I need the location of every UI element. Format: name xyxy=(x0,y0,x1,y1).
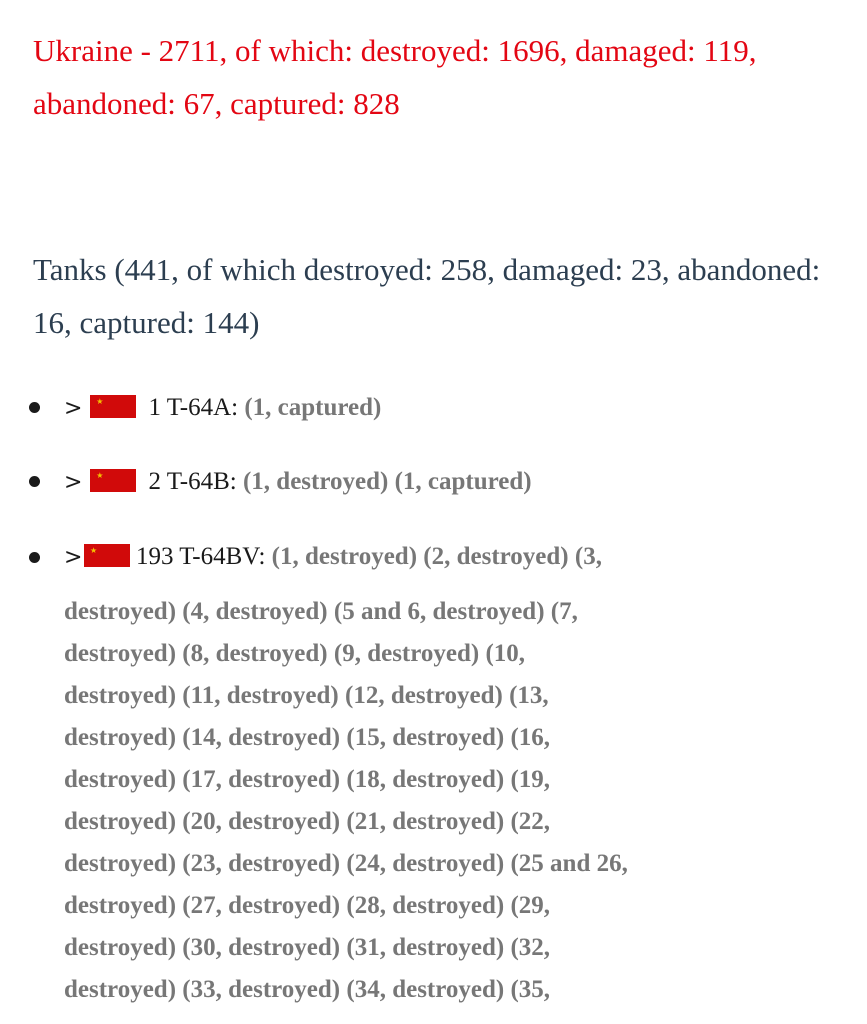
item-detail-link[interactable]: (1, destroyed) (2, destroyed) (3, xyxy=(271,543,602,570)
bullet-icon xyxy=(29,402,40,413)
item-detail-link[interactable]: (1, destroyed) (1, captured) xyxy=(242,468,532,495)
chevron-right-icon[interactable]: > xyxy=(64,545,83,570)
item-detail-line[interactable]: destroyed) (8, destroyed) (9, destroyed) (10, xyxy=(64,640,526,667)
item-detail-line[interactable]: destroyed) (14, destroyed) (15, destroyed) (16, xyxy=(64,724,551,751)
soviet-flag-icon: ★ xyxy=(90,469,136,492)
soviet-flag-icon: ★ xyxy=(84,544,130,567)
soviet-flag-icon: ★ xyxy=(90,395,136,418)
bullet-icon xyxy=(29,476,40,487)
item-detail-line[interactable]: destroyed) (17, destroyed) (18, destroyed) (19, xyxy=(64,766,551,793)
item-name: 2 T-64B: xyxy=(148,468,237,495)
item-detail-line[interactable]: destroyed) (33, destroyed) (34, destroyed) (35, xyxy=(64,976,551,1003)
tanks-section-title: Tanks (441, of which destroyed: 258, damaged: 23, abandoned: 16, captured: 144) xyxy=(33,252,821,340)
item-detail-line[interactable]: destroyed) (20, destroyed) (21, destroyed) (22, xyxy=(64,808,551,835)
item-detail-link[interactable]: (1, captured) xyxy=(244,394,382,421)
item-detail-line[interactable]: destroyed) (4, destroyed) (5 and 6, destroyed) (7, xyxy=(64,598,578,625)
chevron-right-icon[interactable]: > xyxy=(64,470,83,495)
item-name: 1 T-64A: xyxy=(148,394,239,421)
item-detail-line[interactable]: destroyed) (27, destroyed) (28, destroyed) (29, xyxy=(64,892,551,919)
chevron-right-icon[interactable]: > xyxy=(64,396,83,421)
item-detail-line[interactable]: destroyed) (23, destroyed) (24, destroyed) (25 and 26, xyxy=(64,850,628,877)
list-item-t64bv xyxy=(64,537,824,1011)
item-first-line xyxy=(64,537,824,578)
list-item-t64a xyxy=(64,390,824,427)
item-detail-line[interactable]: destroyed) (11, destroyed) (12, destroyed) (13, xyxy=(64,682,549,709)
item-detail-line[interactable]: destroyed) (30, destroyed) (31, destroyed) (32, xyxy=(64,934,551,961)
item-name: 193 T-64BV: xyxy=(136,543,266,570)
losses-headline: Ukraine - 2711, of which: destroyed: 1696, damaged: 119, abandoned: 67, captured: 828 xyxy=(33,33,757,121)
list-item-t64b xyxy=(64,464,824,501)
bullet-icon xyxy=(29,552,40,563)
